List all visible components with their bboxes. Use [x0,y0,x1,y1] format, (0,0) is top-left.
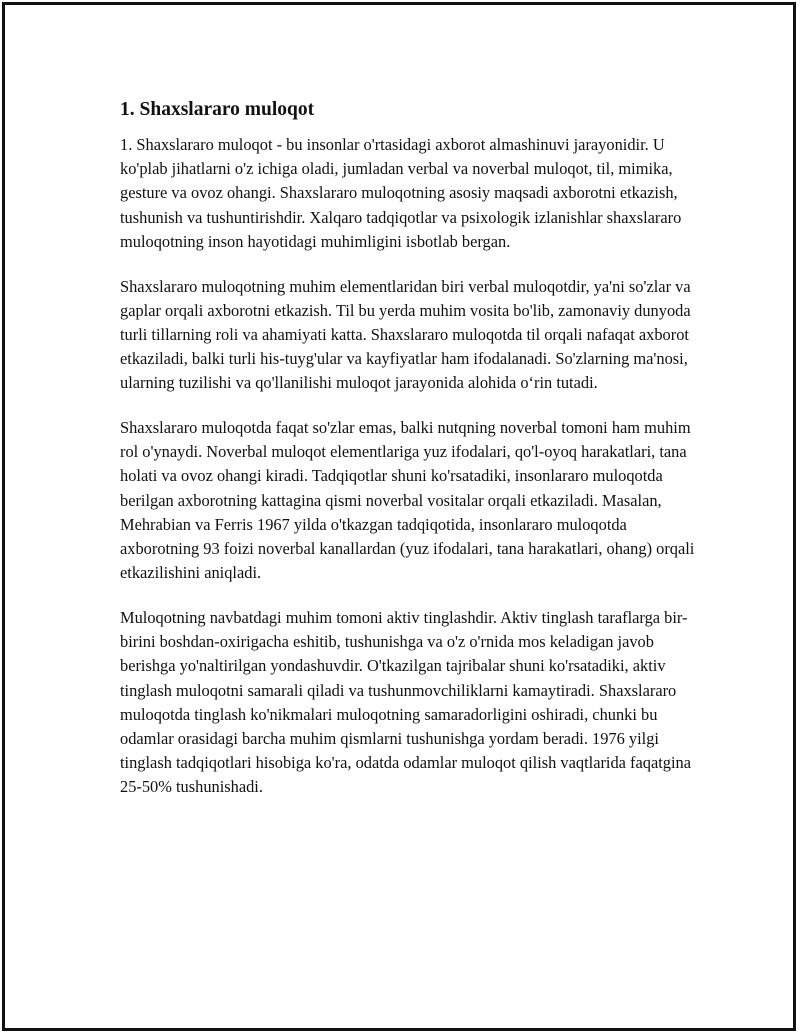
paragraph-1: 1. Shaxslararo muloqot - bu insonlar o'rtasidagi axborot almashinuvi jarayonidir. U ko'plab jihatlarni o'z ichiga oladi, jumladan verbal va noverbal muloqot, til, mimika, gesture va ovoz ohangi. Shaxslararo muloqotning asosiy maqsadi axborotni etkazish, tushunish va tushuntirishdir. Xalqaro tadqiqotlar va psixologik izlanishlar shaxslararo muloqotning inson hayotidagi muhimligini isbotlab bergan. [120,135,682,251]
paragraph-4: Muloqotning navbatdagi muhim tomoni aktiv tinglashdir. Aktiv tinglash taraflarga bir-birini boshdan-oxirigacha eshitib, tushunishga va o'z o'rnida mos keladigan javob berishga yo'naltirilgan yondashuvdir. O'tkazilgan tajribalar shuni ko'rsatadiki, aktiv tinglash muloqotni samarali qiladi va tushunmovchiliklarni kamaytiradi. Shaxslararo muloqotda tinglash ko'nikmalari muloqotning samaradorligini oshiradi, chunki bu odamlar orasidagi barcha muhim qismlarni tushunishga yordam beradi. 1976 yilgi tinglash tadqiqotlari hisobiga ko'ra, odatda odamlar muloqot qilish vaqtlarida faqatgina 25-50% tushunishadi. [120,607,692,797]
document-body [120,97,700,820]
page-frame [2,2,796,1031]
paragraph-2: Shaxslararo muloqotning muhim elementlaridan biri verbal muloqotdir, ya'ni so'zlar va gaplar orqali axborotni etkazish. Til bu yerda muhim vosita bo'lib, zamonaviy dunyoda turli tillarning roli va ahamiyati katta. Shaxslararo muloqotda til orqali nafaqat axborot etkaziladi, balki turli his-tuyg'ular va kayfiyatlar ham ifodalanadi. So'zlarning ma'nosi, ularning tuzilishi va qo'llanilishi muloqot jarayonida alohida o‘rin tutadi. [120,276,691,393]
paragraph-3: Shaxslararo muloqotda faqat so'zlar emas, balki nutqning noverbal tomoni ham muhim rol o'ynaydi. Noverbal muloqot elementlariga yuz ifodalari, qo'l-oyoq harakatlari, tana holati va ovoz ohangi kiradi. Tadqiqotlar shuni ko'rsatadiki, insonlararo muloqotda berilgan axborotning kattagina qismi noverbal vositalar orqali etkaziladi. Masalan, Mehrabian va Ferris 1967 yilda o'tkazgan tadqiqotida, insonlararo muloqotda axborotning 93 foizi noverbal kanallardan (yuz ifodalari, tana harakatlari, ohang) orqali etkazilishini aniqladi. [120,418,695,583]
document-title: 1. Shaxslararo muloqot [120,99,315,120]
